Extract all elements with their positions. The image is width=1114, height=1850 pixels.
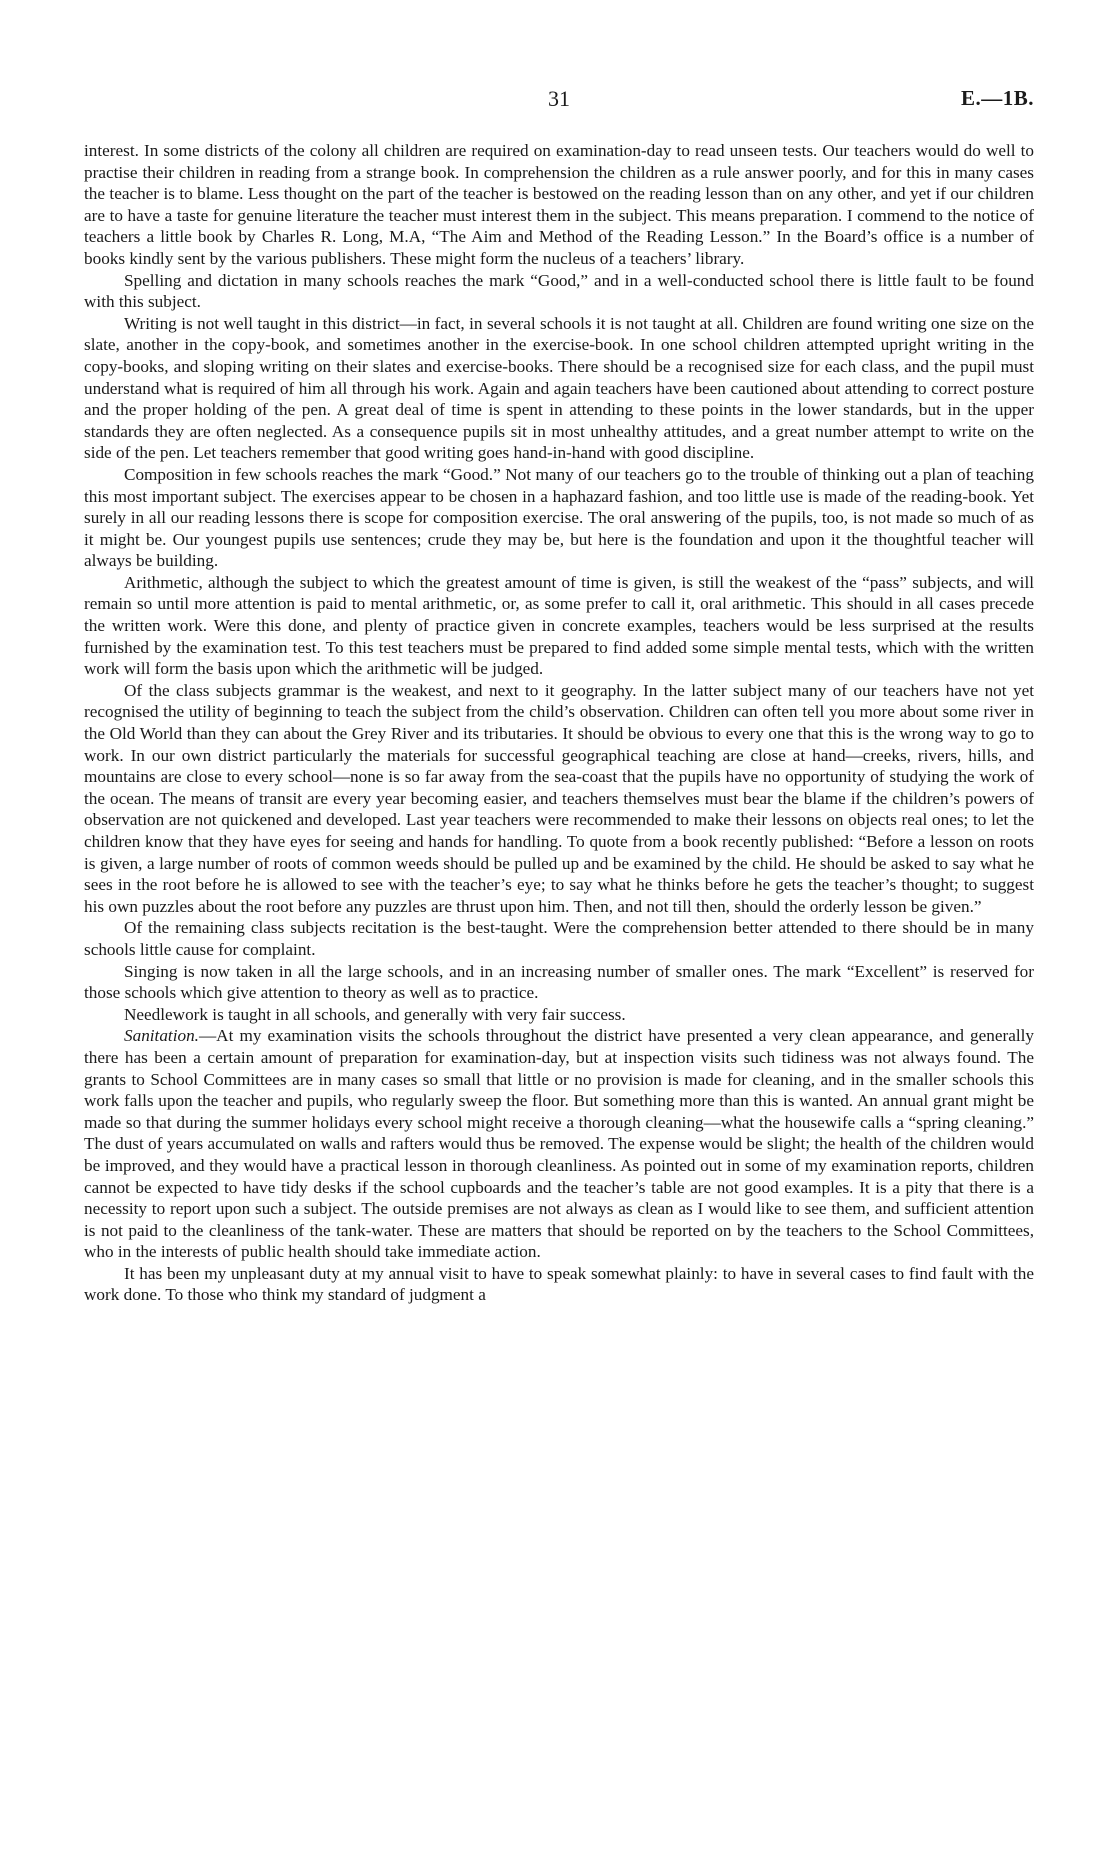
paragraph-composition — [84, 464, 1034, 572]
paragraph-text: Of the remaining class subjects recitation is the best-taught. Were the comprehension better attended to there should be in many schools little cause for complaint. — [84, 918, 1034, 959]
paragraph-text: Arithmetic, although the subject to which the greatest amount of time is given, is still the weakest of the “pass” subjects, and will remain so until more attention is paid to mental arithmetic, or, as some prefer to call it, oral arithmetic. This should in all cases precede the written work. Were this done, and plenty of practice given in concrete examples, teachers would be less surprised at the results furnished by the examination test. To this test teachers must be prepared to find added some simple mental tests, which with the written work will form the basis upon which the arithmetic will be judged. — [84, 572, 1034, 679]
series-reference: E.—1B. — [960, 86, 1034, 110]
paragraph-text: Of the class subjects grammar is the weakest, and next to it geography. In the latter subject many of our teachers have not yet recognised the utility of beginning to teach the subject from the child’s observation. Children can often tell you more about some river in the Old World than they can about the Grey River and its tributaries. It should be obvious to every one that this is the wrong way to go to work. In our own district particularly the materials for successful geographical teaching are close at hand—creeks, rivers, hills, and mountains are close to every school—none is so far away from the sea-coast that the pupils have no opportunity of studying the work of the ocean. The means of transit are every year becoming easier, and teachers themselves must bear the blame if the children’s powers of observation are not quickened and developed. Last year teachers were recommended to make their lessons on objects real ones; to let the children know that they have eyes for seeing and hands for handling. To quote from a book recently published: “Before a lesson on roots is given, a large number of roots of common weeds should be pulled up and be examined by the child. He should be asked to say what he sees in the root before he is allowed to see with the teacher’s eye; to say what he thinks before he gets the teacher’s thought; to suggest his own puzzles about the root before any puzzles are thrust upon him. Then, and not till then, should the orderly lesson be given.” — [84, 680, 1034, 916]
paragraph-spelling — [84, 270, 1034, 313]
page-number: 31 — [548, 86, 570, 111]
paragraph-text: Composition in few schools reaches the mark “Good.” Not many of our teachers go to the trouble of thinking out a plan of teaching this most important subject. The exercises appear to be chosen in a haphazard fashion, and too little use is made of the reading-book. Yet surely in all our reading lessons there is scope for composition exercise. The oral answering of the pupils, too, is not made so much of as it might be. Our youngest pupils use sentences; crude they may be, but here is the foundation and upon it the thoughtful teacher will always be building. — [84, 464, 1034, 571]
document-page — [84, 0, 1034, 1850]
paragraph-singing — [84, 961, 1034, 1004]
paragraph-text: Writing is not well taught in this district—in fact, in several schools it is not taught at all. Children are found writing one size on the slate, another in the copy-book, and sometimes another in the exercise-book. In one school children attempted upright writing in the copy-books, and sloping writing on their slates and exercise-books. There should be a recognised size for each class, and the pupil must understand what is required of him all through his work. Again and again teachers have been cautioned about attending to correct posture and the proper holding of the pen. A great deal of time is spent in attending to these points in the lower standards, but in the upper standards they are often neglected. As a consequence pupils sit in most unhealthy attitudes, and a great number attempt to write on the side of the pen. Let teachers remember that good writing goes hand-in-hand with good discipline. — [84, 313, 1034, 463]
paragraph-sanitation — [84, 1025, 1034, 1263]
body-text — [84, 140, 1034, 1306]
section-lead: Sanitation. — [124, 1026, 199, 1046]
paragraph-text: Singing is now taken in all the large schools, and in an increasing number of smaller ones. The mark “Excellent” is reserved for those schools which give attention to theory as well as to practice. — [84, 961, 1034, 1003]
paragraph-text: interest. In some districts of the colony all children are required on examination-day to read unseen tests. Our teachers would do well to practise their children in reading from a strange book. In comprehension the children as a rule answer poorly, and for this in many cases the teacher is to blame. Less thought on the part of the teacher is bestowed on the reading lesson than on any other, and yet if our children are to have a taste for genuine literature the teacher must interest them in the subject. This means preparation. I commend to the notice of teachers a little book by Charles R. Long, M.A, “The Aim and Method of the Reading Lesson.” In the Board’s office is a number of books kindly sent by the various publishers. These might form the nucleus of a teachers’ library. — [84, 141, 1034, 268]
paragraph-text: It has been my unpleasant duty at my annual visit to have to speak somewhat plainly: to have in several cases to find fault with the work done. To those who think my standard of judgment a — [84, 1263, 1034, 1305]
page-header — [84, 86, 1034, 116]
paragraph-closing — [84, 1263, 1034, 1306]
paragraph-arithmetic — [84, 572, 1034, 680]
paragraph-text: —At my examination visits the schools throughout the district have presented a very clean appearance, and generally there has been a certain amount of preparation for examination-day, but at inspection visits such tidiness was not always found. The grants to School Committees are in many cases so small that little or no provision is made for cleaning, and in the smaller schools this work falls upon the teacher and pupils, who regularly sweep the floor. But something more than this is wanted. An annual grant might be made so that during the summer holidays every school might receive a thorough cleaning—what the housewife calls a “spring cleaning.” The dust of years accumulated on walls and rafters would thus be removed. The expense would be slight; the health of the children would be improved, and they would have a practical lesson in thorough cleanliness. As pointed out in some of my examination reports, children cannot be expected to have tidy desks if the school cupboards and the teacher’s table are not good examples. It is a pity that there is a necessity to report upon such a subject. The outside premises are not always as clean as I would like to see them, and sufficient attention is not paid to the cleanliness of the tank-water. These are matters that should be reported on by the teachers to the School Committees, who in the interests of public health should take immediate action. — [84, 1026, 1034, 1262]
paragraph-recitation — [84, 917, 1034, 960]
paragraph-needlework — [84, 1004, 1034, 1026]
paragraph-reading-continued — [84, 140, 1034, 270]
paragraph-text: Needlework is taught in all schools, and generally with very fair success. — [124, 1004, 626, 1024]
paragraph-text: Spelling and dictation in many schools reaches the mark “Good,” and in a well-conducted school there is little fault to be found with this subject. — [84, 270, 1034, 312]
paragraph-class-subjects — [84, 680, 1034, 918]
paragraph-writing — [84, 313, 1034, 464]
